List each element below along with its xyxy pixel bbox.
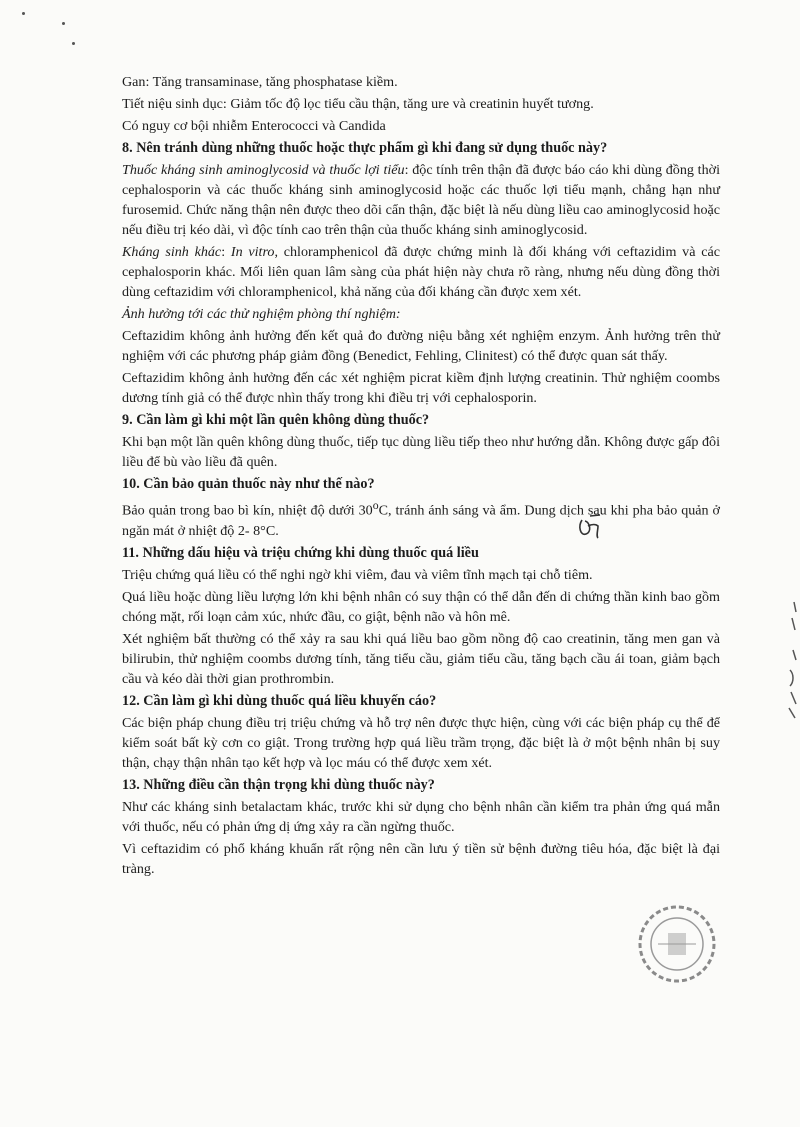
document-page (122, 72, 720, 881)
section-8-paragraph-1 (122, 160, 720, 240)
section-8-paragraph-2 (122, 242, 720, 302)
section-10-heading: 10. Cần bảo quản thuốc này như thế nào? (122, 476, 375, 492)
company-seal (636, 903, 718, 985)
inline-text: : độc tính trên thận đã được báo cáo khi dùng đồng thời cephalosporin và các thuốc kháng sinh aminoglycosid hoặc các thuốc lợi tiểu mạnh, chẳng hạn như furosemid. Chức năng thận nên được theo dõi cẩn thận, đặc biệt là nếu dùng liều cao aminoglycosid hoặc nếu điều trị kéo dài, vì độc tính cao trên thận của thuốc kháng sinh aminoglycosid. (122, 162, 721, 238)
section-10-paragraph-1 (122, 496, 720, 541)
scan-speck (72, 42, 75, 45)
section-12-paragraph-1: Các biện pháp chung điều trị triệu chứng và hỗ trợ nên được thực hiện, cùng với các biện pháp cụ thể để kiểm soát bất kỳ cơn co giật. Trong trường hợp quá liều trầm trọng, đặc biệt là ở một bệnh nhân bị suy thận, chạy thận nhân tạo kết hợp và lọc máu có thể được xem xét. (122, 714, 720, 771)
handwritten-initials (576, 512, 606, 540)
inline-text: Bảo quản trong bao bì kín, nhiệt độ dưới 30 (122, 502, 373, 519)
inline-label: In vitro (230, 244, 275, 260)
section-9-heading: 9. Cần làm gì khi một lần quên không dùng thuốc? (122, 412, 430, 428)
inline-text: C, tránh ánh sáng và ẩm. Dung dịch sau khi pha bảo quản ở ngăn mát ở nhiệt độ 2- 8°C. (122, 502, 721, 539)
section-8-heading: 8. Nên tránh dùng những thuốc hoặc thực phẩm gì khi đang sử dụng thuốc này? (122, 140, 608, 156)
section-8-subheading: Ảnh hưởng tới các thử nghiệm phòng thí nghiệm: (122, 306, 401, 322)
section-8-paragraph-4: Ceftazidim không ảnh hưởng đến kết quả đo đường niệu bằng xét nghiệm enzym. Ảnh hưởng trên thử nghiệm với các phương pháp giảm đồng (Benedict, Fehling, Clinitest) có thể được quan sát thấy. (122, 328, 720, 364)
degree-superscript: o (372, 499, 379, 512)
section-11-heading: 11. Những dấu hiệu và triệu chứng khi dùng thuốc quá liều (122, 544, 479, 561)
section-9-paragraph-1: Khi bạn một lần quên không dùng thuốc, tiếp tục dùng liều tiếp theo như hướng dẫn. Không được gấp đôi liều để bù vào liều đã quên. (122, 434, 720, 470)
section-12-heading: 12. Cần làm gì khi dùng thuốc quá liều khuyến cáo? (122, 692, 437, 709)
line-tiet-nieu: Tiết niệu sinh dục: Giảm tốc độ lọc tiểu cầu thận, tăng ure và creatinin huyết tương. (122, 96, 594, 112)
line-nguy-co: Có nguy cơ bội nhiễm Enterococci và Candida (122, 118, 386, 134)
section-8-paragraph-5: Ceftazidim không ảnh hưởng đến các xét nghiệm picrat kiềm định lượng creatinin. Thử nghiệm coombs dương tính giả có thể được nhìn thấy trong khi điều trị với cephalosporin. (122, 370, 720, 406)
section-13-paragraph-2: Vì ceftazidim có phổ kháng khuẩn rất rộng nên cần lưu ý tiền sử bệnh đường tiêu hóa, đặc biệt là đại tràng. (122, 840, 720, 877)
scan-speck (62, 22, 65, 25)
section-11-paragraph-1: Triệu chứng quá liều có thể nghi ngờ khi viêm, đau và viêm tĩnh mạch tại chỗ tiêm. (122, 566, 593, 583)
inline-separator: : (221, 244, 231, 260)
section-13-paragraph-1: Như các kháng sinh betalactam khác, trước khi sử dụng cho bệnh nhân cần kiểm tra phản ứng quá mẫn với thuốc, nếu có phản ứng dị ứng xảy ra cần ngừng thuốc. (122, 798, 720, 835)
scan-speck (22, 12, 25, 15)
inline-label: Kháng sinh khác (122, 244, 222, 260)
section-13-heading: 13. Những điều cần thận trọng khi dùng thuốc này? (122, 776, 435, 793)
margin-stamp-fragment (786, 600, 798, 720)
line-gan: Gan: Tăng transaminase, tăng phosphatase kiềm. (122, 74, 398, 90)
section-11-paragraph-2: Quá liều hoặc dùng liều lượng lớn khi bệnh nhân có suy thận có thể dẫn đến di chứng thần kinh bao gồm chóng mặt, rối loạn cảm xúc, nhức đầu, co giật, bệnh não và hôn mê. (122, 588, 720, 625)
section-11-paragraph-3: Xét nghiệm bất thường có thể xảy ra sau khi quá liều bao gồm nồng độ cao creatinin, tăng men gan và bilirubin, thử nghiệm coombs dương tính, tăng tiểu cầu, giảm tiểu cầu, tăng bạch cầu ái toan, giảm bạch cầu và kéo dài thời gian prothrombin. (122, 630, 720, 687)
inline-text: , chloramphenicol đã được chứng minh là đối kháng với ceftazidim và các cephalosporin khác. Mối liên quan lâm sàng của phát hiện này chưa rõ ràng, nhưng nếu dùng đồng thời dùng ceftazidim với chloramphenicol, khả năng của đối kháng cần được xem xét. (122, 244, 721, 300)
inline-label: Thuốc kháng sinh aminoglycosid và thuốc lợi tiểu (122, 162, 405, 178)
